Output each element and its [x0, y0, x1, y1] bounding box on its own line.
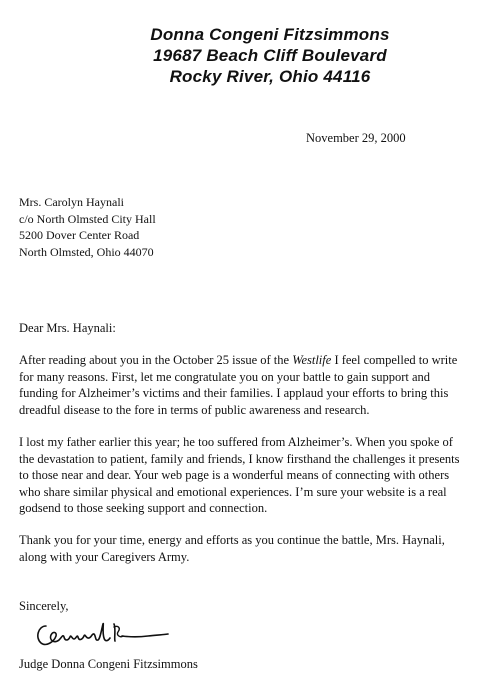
text-run: I feel compelled to write — [331, 353, 458, 367]
paragraph-line: to those near and dear. Your web page is a wonderful means of connecting with others — [19, 468, 450, 482]
salutation: Dear Mrs. Haynali: — [19, 321, 116, 335]
sender-name: Donna Congeni Fitzsimmons — [150, 25, 390, 44]
signer-name: Judge Donna Congeni Fitzsimmons — [19, 657, 198, 671]
letterhead — [0, 24, 500, 87]
body-paragraph-2 — [19, 434, 497, 517]
letter-date: November 29, 2000 — [306, 131, 406, 145]
recipient-city: North Olmsted, Ohio 44070 — [19, 244, 154, 259]
paragraph-line: dreadful disease to the fore in terms of public awareness and research. — [19, 402, 370, 417]
closing: Sincerely, — [19, 599, 69, 613]
paragraph-line: who share similar physical and emotional experiences. I’m sure your website is a real — [19, 484, 447, 499]
paragraph-line: funding for Alzheimer’s victims and their families. I applaud your efforts to bring this — [19, 386, 449, 400]
paragraph-line: I lost my father earlier this year; he too suffered from Alzheimer’s. When you spoke of — [19, 435, 453, 449]
recipient-street: 5200 Dover Center Road — [19, 228, 140, 242]
body-paragraph-1 — [19, 352, 497, 418]
paragraph-line: godsend to those seeking support and connection. — [19, 501, 268, 515]
paragraph-line: Thank you for your time, energy and efforts as you continue the battle, Mrs. Haynali, — [19, 533, 445, 547]
paragraph-line: the devastation to patient, family and friends, I know firsthand the challenges it presents — [19, 451, 460, 466]
publication-name: Westlife — [292, 353, 332, 367]
recipient-name: Mrs. Carolyn Haynali — [19, 195, 124, 209]
text-run: After reading about you in the October 25 issue of the — [19, 353, 293, 367]
recipient-care-of: c/o North Olmsted City Hall — [19, 211, 156, 226]
sender-city: Rocky River, Ohio 44116 — [169, 67, 371, 86]
recipient-address — [19, 194, 156, 260]
paragraph-line: along with your Caregivers Army. — [19, 549, 190, 564]
signature-icon — [32, 612, 172, 652]
sender-street: 19687 Beach Cliff Boulevard — [153, 46, 387, 65]
paragraph-line — [19, 352, 497, 369]
body-paragraph-3 — [19, 532, 497, 565]
paragraph-line: for many reasons. First, let me congratulate you on your battle to gain support and — [19, 369, 431, 384]
